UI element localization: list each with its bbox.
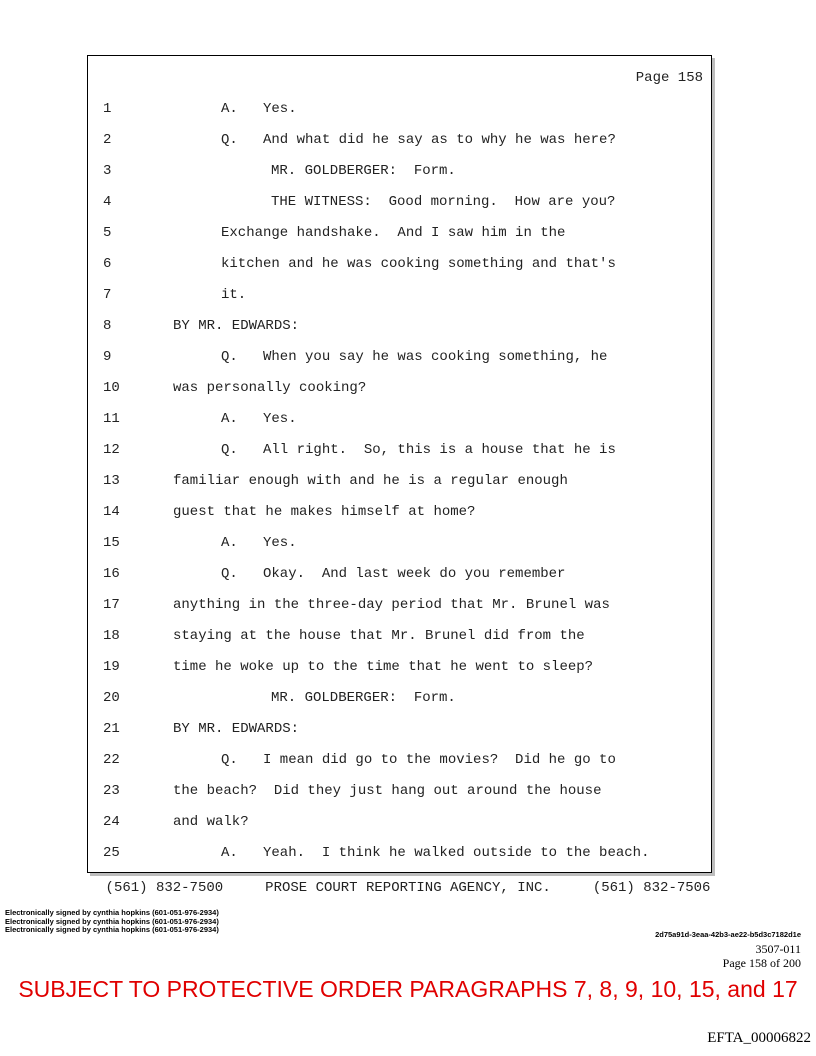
transcript-line bbox=[88, 814, 711, 834]
transcript-line bbox=[88, 690, 711, 710]
transcript-line bbox=[88, 163, 711, 183]
line-text: THE WITNESS: Good morning. How are you? bbox=[271, 194, 616, 210]
line-number: 11 bbox=[103, 411, 120, 427]
transcript-line bbox=[88, 380, 711, 400]
line-number: 12 bbox=[103, 442, 120, 458]
line-number: 3 bbox=[103, 163, 112, 179]
transcript-line bbox=[88, 721, 711, 741]
line-number: 21 bbox=[103, 721, 120, 737]
line-number: 14 bbox=[103, 504, 120, 520]
transcript-line bbox=[88, 256, 711, 276]
line-number: 20 bbox=[103, 690, 120, 706]
line-text: and walk? bbox=[173, 814, 249, 830]
reporting-agency-footer: (561) 832-7500 PROSE COURT REPORTING AGENCY, INC. (561) 832-7506 bbox=[105, 880, 711, 896]
transcript-line bbox=[88, 659, 711, 679]
signature-line: Electronically signed by cynthia hopkins (601-051-976-2934) bbox=[5, 916, 219, 926]
line-number: 25 bbox=[103, 845, 120, 861]
transcript-line bbox=[88, 752, 711, 772]
protective-order-notice: SUBJECT TO PROTECTIVE ORDER PARAGRAPHS 7, 8, 9, 10, 15, and 17 bbox=[18, 976, 798, 1002]
line-number: 22 bbox=[103, 752, 120, 768]
line-text: BY MR. EDWARDS: bbox=[173, 318, 300, 334]
line-number: 7 bbox=[103, 287, 112, 303]
page-count: Page 158 of 200 bbox=[722, 956, 801, 970]
signature-line: Electronically signed by cynthia hopkins (601-051-976-2934) bbox=[5, 925, 219, 934]
line-text: Q. Okay. And last week do you remember bbox=[221, 566, 566, 582]
transcript-page bbox=[87, 55, 712, 873]
transcript-line bbox=[88, 225, 711, 245]
line-number: 23 bbox=[103, 783, 120, 799]
line-text: A. Yes. bbox=[221, 101, 297, 117]
line-number: 9 bbox=[103, 349, 112, 365]
line-number: 17 bbox=[103, 597, 120, 613]
transcript-line bbox=[88, 287, 711, 307]
line-text: BY MR. EDWARDS: bbox=[173, 721, 300, 737]
line-number: 19 bbox=[103, 659, 120, 675]
line-number: 1 bbox=[103, 101, 112, 117]
line-text: Q. All right. So, this is a house that he is bbox=[221, 442, 616, 458]
line-text: Q. I mean did go to the movies? Did he go to bbox=[221, 752, 616, 768]
line-text: time he woke up to the time that he went to sleep? bbox=[173, 659, 594, 675]
page-header: Page 158 bbox=[635, 70, 703, 86]
line-text: Q. When you say he was cooking something, he bbox=[221, 349, 608, 365]
line-number: 4 bbox=[103, 194, 112, 210]
signature-block bbox=[5, 909, 219, 935]
line-number: 18 bbox=[103, 628, 120, 644]
line-number: 5 bbox=[103, 225, 112, 241]
line-text: MR. GOLDBERGER: Form. bbox=[271, 163, 456, 179]
line-number: 13 bbox=[103, 473, 120, 489]
transcript-line bbox=[88, 349, 711, 369]
line-text: A. Yes. bbox=[221, 535, 297, 551]
line-text: was personally cooking? bbox=[173, 380, 367, 396]
line-number: 2 bbox=[103, 132, 112, 148]
transcript-line bbox=[88, 442, 711, 462]
transcript-line bbox=[88, 783, 711, 803]
transcript-line bbox=[88, 318, 711, 338]
signature-line: Electronically signed by cynthia hopkins (601-051-976-2934) bbox=[5, 908, 219, 917]
transcript-line bbox=[88, 101, 711, 121]
line-text: Exchange handshake. And I saw him in the bbox=[221, 225, 566, 241]
efta-identifier: EFTA_00006822 bbox=[707, 1030, 811, 1046]
document-number: 3507-011 bbox=[755, 942, 801, 956]
document-hash: 2d75a91d-3eaa-42b3-ae22-b5d3c7182d1e bbox=[655, 930, 801, 939]
line-text: kitchen and he was cooking something and that's bbox=[221, 256, 616, 272]
line-number: 24 bbox=[103, 814, 120, 830]
line-text: A. Yes. bbox=[221, 411, 297, 427]
transcript-line bbox=[88, 566, 711, 586]
transcript-line bbox=[88, 535, 711, 555]
line-text: MR. GOLDBERGER: Form. bbox=[271, 690, 456, 706]
transcript-line bbox=[88, 194, 711, 214]
transcript-line bbox=[88, 628, 711, 648]
transcript-line bbox=[88, 473, 711, 493]
transcript-line bbox=[88, 504, 711, 524]
line-text: A. Yeah. I think he walked outside to the beach. bbox=[221, 845, 650, 861]
line-number: 8 bbox=[103, 318, 112, 334]
line-text: familiar enough with and he is a regular enough bbox=[173, 473, 568, 489]
line-text: the beach? Did they just hang out around the house bbox=[173, 783, 602, 799]
transcript-line bbox=[88, 597, 711, 617]
line-number: 16 bbox=[103, 566, 120, 582]
line-text: staying at the house that Mr. Brunel did from the bbox=[173, 628, 585, 644]
line-text: Q. And what did he say as to why he was here? bbox=[221, 132, 616, 148]
line-text: anything in the three-day period that Mr. Brunel was bbox=[173, 597, 610, 613]
line-number: 6 bbox=[103, 256, 112, 272]
line-number: 10 bbox=[103, 380, 120, 396]
line-text: guest that he makes himself at home? bbox=[173, 504, 476, 520]
transcript-line bbox=[88, 845, 711, 865]
transcript-line bbox=[88, 132, 711, 152]
transcript-line bbox=[88, 411, 711, 431]
line-text: it. bbox=[221, 287, 247, 303]
line-number: 15 bbox=[103, 535, 120, 551]
